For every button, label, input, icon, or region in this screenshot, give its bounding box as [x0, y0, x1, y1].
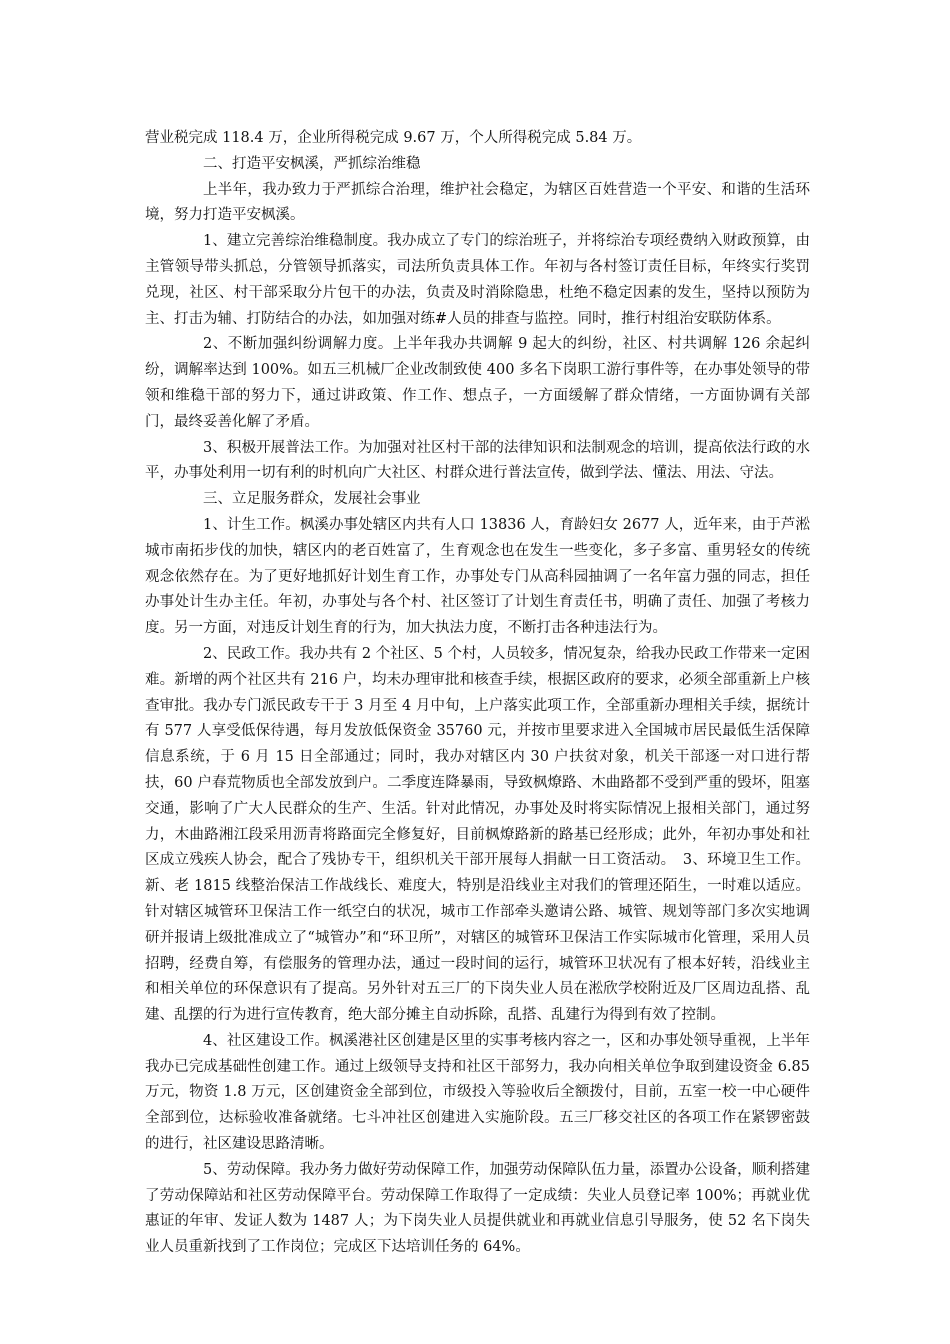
section-heading-3: 三、立足服务群众，发展社会事业 [203, 491, 421, 508]
paragraph-3-5: 5、劳动保障。我办务力做好劳动保障工作，加强劳动保障队伍力量，添置办公设备，顺利搭建了劳动保障站和社区劳动保障平台。劳动保障工作取得了一定成绩：失业人员登记率 100%；再就业优惠证的年审、发证人数为 1487 人；为下岗失业人员提供就业和再就业信息引导服务，使 52 名下岗失业人员重新找到了工作岗位；完成区下达培训任务的 64%。 [145, 1161, 810, 1256]
paragraph-3-1: 1、计生工作。枫溪办事处辖区内共有人口 13836 人，育龄妇女 2677 人，近年来，由于芦淞城市南拓步伐的加快，辖区内的老百姓富了，生育观念也在发生一些变化，多子多富、重男轻女的传统观念依然存在。为了更好地抓好计划生育工作，办事处专门从高科园抽调了一名年富力强的同志，担任办事处计生办主任。年初，办事处与各个村、社区签订了计划生育责任书，明确了责任、加强了考核力度。另一方面，对违反计划生育的行为，加大执法力度，不断打击各种违法行为。 [145, 516, 810, 637]
paragraph-3-4: 4、社区建设工作。枫溪港社区创建是区里的实事考核内容之一，区和办事处领导重视，上半年我办已完成基础性创建工作。通过上级领导支持和社区干部努力，我办向相关单位争取到建设资金 6.85 万元，物资 1.8 万元，区创建资金全部到位，市级投入等验收后全额拨付，目前，五室一校一中心硬件全部到位，达标验收准备就绪。七斗冲社区创建进入实施阶段。五三厂移交社区的各项工作在紧锣密鼓的进行，社区建设思路清晰。 [145, 1032, 810, 1153]
paragraph-2-2: 2、不断加强纠纷调解力度。上半年我办共调解 9 起大的纠纷，社区、村共调解 126 余起纠纷，调解率达到 100%。如五三机械厂企业改制致使 400 多名下岗职工游行事件等，在办事处领导的带领和维稳干部的努力下，通过讲政策、作工作、想点子，一方面缓解了群众情绪，一方面协调有关部门，最终妥善化解了矛盾。 [145, 336, 810, 430]
paragraph-3-2: 2、民政工作。我办共有 2 个社区、5 个村，人员较多，情况复杂，给我办民政工作带来一定困难。新增的两个社区共有 216 户，均未办理审批和核查手续，根据区政府的要求，必须全部重新上户核查审批。我办专门派民政专干于 3 月至 4 月中旬，上户落实此项工作，全部重新办理相关手续，据统计有 577 人享受低保待遇，每月发放低保资金 35760 元，并按市里要求进入全国城市居民最低生活保障信息系统，于 6 月 15 日全部通过；同时，我办对辖区内 30 户扶贫对象，机关干部逐一对口进行帮扶，60 户春荒物质也全部发放到户。二季度连降暴雨，导致枫燎路、木曲路都不受到严重的毁坏，阻塞交通，影响了广大人民群众的生产、生活。针对此情况，办事处及时将实际情况上报相关部门，通过努力，木曲路湘江段采用沥青将路面完全修复好，目前枫燎路新的路基已经形成；此外，年初办事处和社区成立残疾人协会，配合了残协专干，组织机关干部开展每人捐献一日工资活动。 3、环境卫生工作。新、老 1815 线整治保洁工作战线长、难度大，特别是沿线业主对我们的管理还陌生，一时难以适应。针对辖区城管环卫保洁工作一纸空白的状况，城市工作部牵头邀请公路、城管、规划等部门多次实地调研并报请上级批准成立了“城管办”和“环卫所”，对辖区的城管环卫保洁工作实际城市化管理，采用人员招聘，经费自筹，有偿服务的管理办法，通过一段时间的运行，城管环卫状况有了根本好转，沿线业主和相关单位的环保意识有了提高。另外针对五三厂的下岗失业人员在淞欣学校附近及厂区周边乱搭、乱建、乱摆的行为进行宣传教育，绝大部分摊主自动拆除，乱搭、乱建行为得到有效了控制。 [145, 645, 810, 1024]
document-page [145, 126, 810, 1261]
paragraph-2-1: 1、建立完善综治维稳制度。我办成立了专门的综治班子，并将综治专项经费纳入财政预算，由主管领导带头抓总，分管领导抓落实，司法所负责具体工作。年初与各村签订责任目标，年终实行奖罚兑现，社区、村干部采取分片包干的办法，负责及时消除隐患，杜绝不稳定因素的发生，坚持以预防为主、打击为辅、打防结合的办法，如加强对练#人员的排查与监控。同时，推行村组治安联防体系。 [145, 233, 810, 327]
paragraph-intro-2: 上半年，我办致力于严抓综合治理，维护社会稳定，为辖区百姓营造一个平安、和谐的生活环境，努力打造平安枫溪。 [145, 181, 810, 224]
paragraph-tax-summary: 营业税完成 118.4 万，企业所得税完成 9.67 万，个人所得税完成 5.84 万。 [145, 130, 642, 146]
paragraph-2-3: 3、积极开展普法工作。为加强对社区村干部的法律知识和法制观念的培训，提高依法行政的水平，办事处利用一切有利的时机向广大社区、村群众进行普法宣传，做到学法、懂法、用法、守法。 [145, 439, 810, 482]
section-heading-2: 二、打造平安枫溪，严抓综治维稳 [203, 155, 421, 172]
